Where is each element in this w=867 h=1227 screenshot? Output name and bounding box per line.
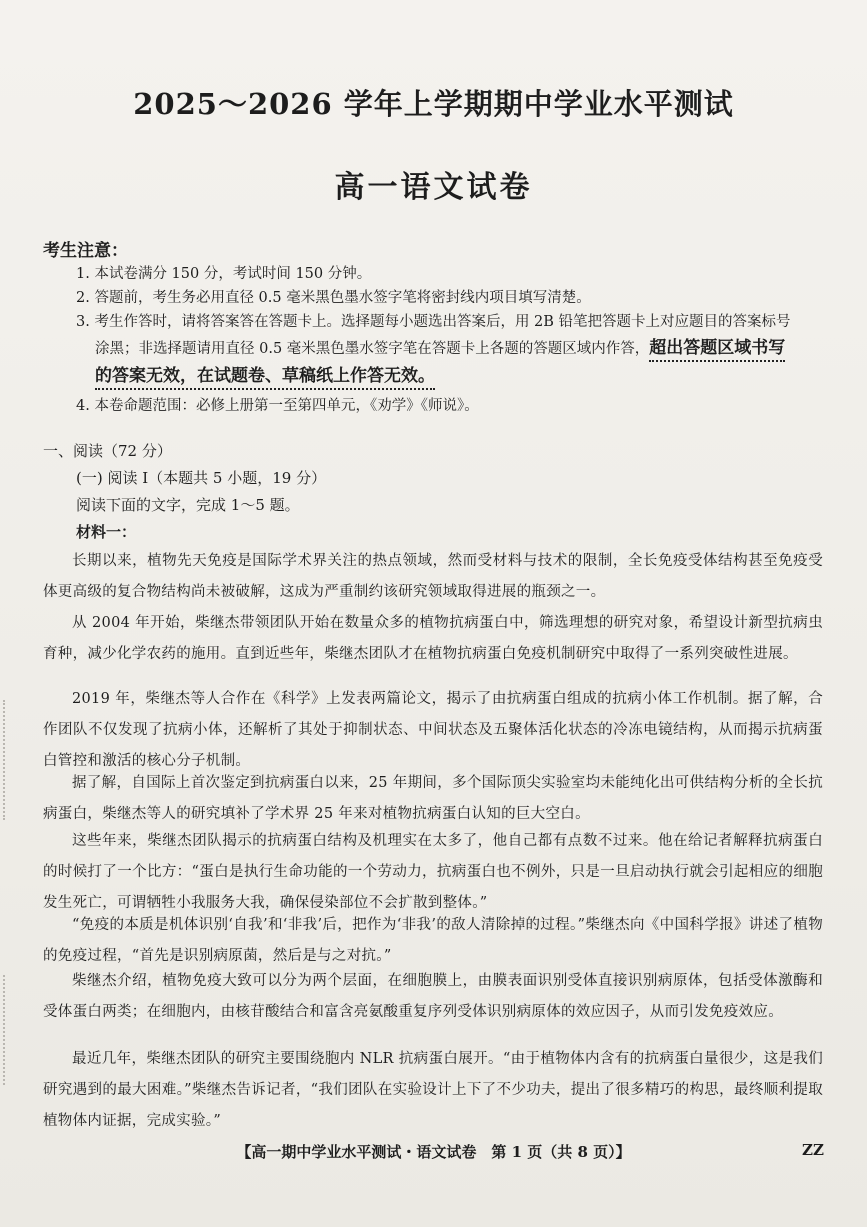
- section-heading: 一、阅读（72 分）: [43, 442, 172, 460]
- paragraph: 长期以来，植物先天免疫是国际学术界关注的热点领域，然而受材料与技术的限制，全长免疫受体结构甚至免疫受体更高级的复合物结构尚未被破解，这成为严重制约该研究领域取得进展的瓶颈之一。: [43, 553, 823, 600]
- exam-title: 2025～2026 学年上学期期中学业水平测试: [133, 87, 734, 121]
- binding-margin-dots: [3, 700, 8, 820]
- paragraph: “免疫的本质是机体识别‘自我’和‘非我’后，把作为‘非我’的敌人清除掉的过程。”柴继杰向《中国科学报》讲述了植物的免疫过程，“首先是识别病原菌，然后是与之对抗。”: [43, 917, 823, 964]
- paper-code: ZZ: [802, 1141, 824, 1159]
- sub-section-heading: (一) 阅读 I（本题共 5 小题，19 分）: [76, 469, 327, 487]
- notice-item-1: 1. 本试卷满分 150 分，考试时间 150 分钟。: [76, 266, 372, 282]
- notice-item-3-text: 涂黑；非选择题请用直径 0.5 毫米黑色墨水签字笔在答题卡上各题的答题区域内作答，: [95, 341, 650, 357]
- paragraph: 据了解，自国际上首次鉴定到抗病蛋白以来，25 年期间，多个国际顶尖实验室均未能纯化出可供结构分析的全长抗病蛋白，柴继杰等人的研究填补了学术界 25 年来对植物抗病蛋白认知的巨大空白。: [43, 775, 823, 822]
- exam-subtitle: 高一语文试卷: [334, 170, 533, 205]
- paragraph: 这些年来，柴继杰团队揭示的抗病蛋白结构及机理实在太多了，他自己都有点数不过来。他在给记者解释抗病蛋白的时候打了一个比方：“蛋白是执行生命功能的一个劳动力，抗病蛋白也不例外，只是一旦启动执行就会引起相应的细胞发生死亡，可谓牺牲小我服务大我，确保侵染部位不会扩散到整体。”: [43, 833, 823, 911]
- notice-item-4: 4. 本卷命题范围：必修上册第一至第四单元，《劝学》《师说》。: [76, 398, 479, 414]
- notice-item-3: 3. 考生作答时，请将答案答在答题卡上。选择题每小题选出答案后，用 2B 铅笔把答题卡上对应题目的答案标号: [76, 314, 791, 330]
- notice-heading: 考生注意：: [43, 241, 128, 261]
- notice-item-3-end: [95, 364, 435, 389]
- binding-margin-dots: [3, 975, 8, 1085]
- material-label: 材料一：: [76, 523, 137, 541]
- notice-item-3-cont: [95, 336, 785, 361]
- emphasis-text: 的答案无效，在试题卷、草稿纸上作答无效。: [95, 366, 435, 390]
- notice-item-2: 2. 答题前，考生务必用直径 0.5 毫米黑色墨水签字笔将密封线内项目填写清楚。: [76, 290, 591, 306]
- emphasis-text: 超出答题区域书写: [649, 338, 785, 362]
- paragraph: 2019 年，柴继杰等人合作在《科学》上发表两篇论文，揭示了由抗病蛋白组成的抗病小体工作机制。据了解，合作团队不仅发现了抗病小体，还解析了其处于抑制状态、中间状态及五聚体活化状态的冷冻电镜结构，从而揭示抗病蛋白管控和激活的核心分子机制。: [43, 691, 823, 769]
- paragraph: 最近几年，柴继杰团队的研究主要围绕胞内 NLR 抗病蛋白展开。“由于植物体内含有的抗病蛋白量很少，这是我们研究遇到的最大困难。”柴继杰告诉记者，“我们团队在实验设计上下了不少功夫，提出了很多精巧的构思，最终顺利提取植物体内证据，完成实验。”: [43, 1051, 823, 1129]
- page-footer: 【高一期中学业水平测试・语文试卷 第 1 页（共 8 页）】: [236, 1143, 631, 1161]
- paragraph: 柴继杰介绍，植物免疫大致可以分为两个层面，在细胞膜上，由膜表面识别受体直接识别病原体，包括受体激酶和受体蛋白两类；在细胞内，由核苷酸结合和富含亮氨酸重复序列受体识别病原体的效应因子，从而引发免疫效应。: [43, 973, 823, 1020]
- paragraph: 从 2004 年开始，柴继杰带领团队开始在数量众多的植物抗病蛋白中，筛选理想的研究对象，希望设计新型抗病虫育种，减少化学农药的施用。直到近些年，柴继杰团队才在植物抗病蛋白免疫机制研究中取得了一系列突破性进展。: [43, 615, 823, 662]
- reading-instruction: 阅读下面的文字，完成 1～5 题。: [76, 496, 300, 514]
